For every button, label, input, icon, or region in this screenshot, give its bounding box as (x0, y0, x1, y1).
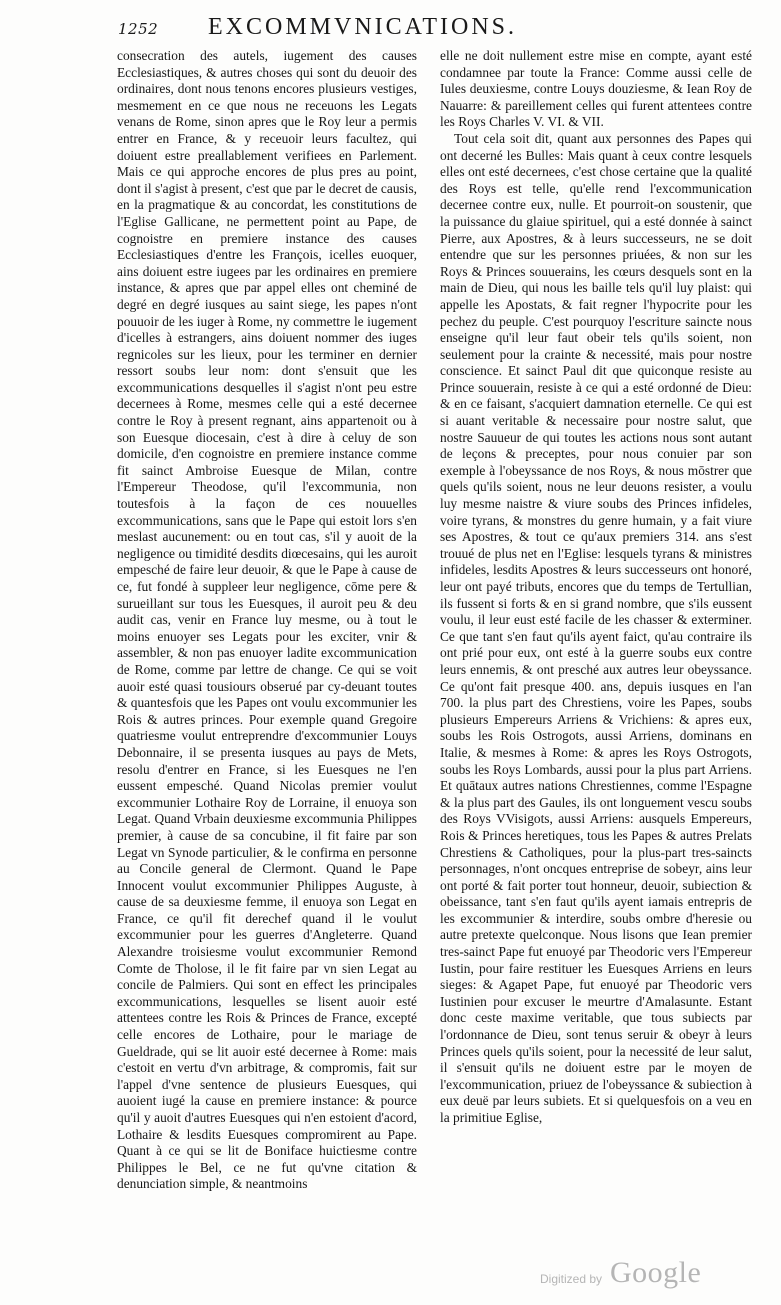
page-number: 1252 (118, 20, 159, 38)
watermark-prefix: Digitized by (540, 1272, 603, 1286)
digitized-watermark (540, 1256, 760, 1296)
running-title: EXCOMMVNICATIONS. (208, 14, 518, 40)
google-logo: Google (610, 1256, 702, 1289)
paragraph: Tout cela soit dit, quant aux personnes des Papes qui ont decerné les Bulles: Mais quant à ceux contre lesquels elles ont esté decernees, c'est chose certaine que la qualité des Roys est telle, qu'elle rend l'excommunication decernee contre eux, nulle. Et pourroit-on soustenir, que la puissance du glaiue spirituel, qui a esté donnée à sainct Pierre, aux Apostres, & à leurs successeurs, ne se doit entendre que sur les personnes priuées, & non sur les Roys & Princes souuerains, les cœurs desquels sont en la main de Dieu, qui nous les baille tels qu'il luy plaist: qui appelle les Apostats, & fait regner l'hypocrite pour les pechez du peuple. C'est pourquoy l'escriture saincte nous enseigne qu'il leur faut obeir tels qu'ils soient, non seulement pour la crainte & necessité, mais pour nostre conscience. Et sainct Paul dit que quiconque resiste au Prince souuerain, resiste à ce qui a esté ordonné de Dieu: & en ce faisant, s'acquiert damnation eternelle. Ce qui est si auant veritable & necessaire pour nostre salut, que nostre Sauueur de qui toutes les actions nous sont autant de leçons & preceptes, pour nous conuier par son exemple à l'obeyssance de nos Roys, & nous mōstrer que quels qu'ils soient, nous ne leur deuons resister, a voulu luy mesme naistre & viure soubs des Princes infideles, voire tyrans, & monstres du genre humain, y a fait viure ses Apostres, & tout ce qu'aux premiers 314. ans s'est trouué de plus net en l'Eglise: lesquels tyrans & ministres infideles, lesdits Apostres & leurs successeurs ont honoré, leur ont payé tributs, encores que du temps de Tertullian, ils fussent si forts & en si grand nombre, que s'ils eussent voulu, il leur eust esté facile de les chasser & exterminer. Ce que tant s'en faut qu'ils ayent faict, qu'au contraire ils ont prié pour eux, ont esté à la guerre soubs eux contre leurs ennemis, & ont presché aux autres leur obeyssance. Ce qu'ont fait presque 400. ans, depuis iusques en l'an 700. la plus part des Chrestiens, voire les Papes, soubs plusieurs Empereurs Arriens & Vrichiens: & apres eux, soubs les Rois Ostrogots, aussi Arriens, dominans en Italie, & mesmes à Rome: & apres les Roys Ostrogots, soubs les Roys Lombards, aussi pour la plus part Arriens. Et quātaux autres nations Chrestiennes, comme l'Espagne & la plus part des Gaules, ils ont longuement vescu soubs des Roys VVisigots, aussi Arriens: ausquels Empereurs, Rois & Princes heretiques, tous les Papes & autres Prelats Chrestiens & Catholiques, pour la plus-part tres-saincts personnages, n'ont oncques entreprise de sobeyr, ains leur ont porté & fait porter tout honneur, deuoir, subiection & obeissance, tant s'en faut qu'ils ayent iamais entrepris de les excommunier & interdire, soubs ombre d'heresie ou autre pretexte quelconque. Nous lisons que Iean premier tres-sainct Pape fut enuoyé par Theodoric vers l'Empereur Iustin, pour faire restituer les Euesques Arriens en leurs sieges: & Agapet Pape, fut enuoyé par Theodoric vers Iustinien pour excuser le meurtre d'Amalasunte. Estant donc ceste maxime veritable, que tous subiects par l'ordonnance de Dieu, sont tenus seruir & obeyr à leurs Princes quels qu'ils soient, pour la necessité de leur salut, il s'ensuit qu'ils ne doiuent estre par le moyen de l'excommunication, priuez de l'obeyssance & subiection à eux deuë par leurs subiets. Et si quelquesfois on a veu en la primitiue Eglise, (440, 130, 752, 1125)
column-gutter (429, 46, 430, 1246)
paragraph: elle ne doit nullement estre mise en compte, ayant esté condamnee par toute la France: Comme aussi celle de Iules deuxiesme, contre Louys douziesme, & Iean Roy de Nauarre: & pareillement celles qui furent attentees contre les Roys Charles V. VI. & VII. (440, 48, 752, 130)
left-column (117, 48, 417, 1248)
paragraph: consecration des autels, iugement des causes Ecclesiastiques, & autres choses qui sont du deuoir des ordinaires, dont nous tenons encores plusieurs vestiges, mesmement en ce que nous ne receuons les Legats venans de Rome, sinon apres que le Roy leur a permis entrer en France, & y receuoir leurs facultez, qui doiuent estre preallablement verifiees en Parlement. Mais ce qui approche encores de plus pres au point, dont il s'agist à present, c'est que par le decret de causis, en la pragmatique & au concordat, les constitutions de l'Eglise Gallicane, ne permettent point au Pape, de cognoistre en premiere instance des causes Ecclesiastiques d'entre les François, icelles euoquer, ains doiuent estre iugees par les ordinaires en premiere instance, & apres que par appel elles ont cheminé de degré en degré iusques au saint siege, les papes n'ont pouuoir de les iuger à Rome, ny commettre le iugement d'icelles à estrangers, ains doiuent nommer des iuges regnicoles sur les lieux, pour les terminer en dernier ressort soubs leur nom: dont s'ensuit que les excommunications desquelles il s'agist n'ont peu estre decernees à Rome, mesmes celle qui a esté decernee contre le Roy à present regnant, ains appartenoit ou à son Euesque diocesain, c'est à dire à celuy de son domicile, d'en cognoistre en premiere instance comme fit sainct Ambroise Euesque de Milan, contre l'Empereur Theodose, qu'il l'excommunia, non toutesfois à la façon de ces nouuelles excommunications, sans que le Pape qui estoit lors s'en meslast aucunement: ou en tout cas, s'il y auoit de la negligence ou timidité desdits diœcesains, qui les auroit empesché de faire leur deuoir, & que le Pape à cause de ce, fut fondé à suppleer leur negligence, cōme pere & surueillant sur tous les Euesques, il auroit peu & deu audit cas, venir en France luy mesme, ou à tout le moins enuoyer ses Legats pour les exciter, vnir & assembler, & non pas enuoyer ladite excommunication de Rome, comme par lettre de change. Ce qui se voit auoir esté quasi tousiours obserué par cy-deuant toutes & quantesfois que les Papes ont voulu excommunier les Rois & autres princes. Pour exemple quand Gregoire quatriesme voulut entreprendre d'excommunier Louys Debonnaire, il se presenta iusques au pays de Mets, resolu d'entrer en France, si les Euesques ne l'en eussent empesché. Quand Nicolas premier voulut excommunier Lothaire Roy de Lorraine, il enuoya son Legat. Quand Vrbain deuxiesme excommunia Philippes premier, à cause de sa concubine, il fit faire par son Legat vn Synode particulier, & le confirma en personne au Concile general de Clermont. Quand le Pape Innocent voulut excommunier Philippes Auguste, à cause de sa deuxiesme femme, il enuoya son Legat en France, ce qu'il fit derechef quand il le voulut excommunier pour les guerres d'Angleterre. Quand Alexandre troisiesme voulut excommunier Remond Comte de Tholose, il le fit faire par vn sien Legat au concile de Palmiers. Qui sont en effect les principales excommunications, lesquelles se lisent auoir esté attentees contre les Rois & Princes de France, excepté celle encores de Lothaire, pour le mariage de Gueldrade, qui se lit auoir esté decernee à Rome: mais c'estoit en vertu d'vn arbitrage, & compromis, fait sur l'appel d'vne sentence de plusieurs Euesques, qui auoient iugé la cause en premiere instance: & pource qu'il y auoit d'autres Euesques qui n'en estoient d'acord, Lothaire & lesdits Euesques compromirent au Pape. Quant à ce qui se lit de Boniface huictiesme contre Philippes le Bel, ce ne fut qu'vne citation & denunciation simple, & neantmoins (117, 48, 417, 1192)
right-column (440, 48, 752, 1248)
page-header (118, 14, 738, 42)
